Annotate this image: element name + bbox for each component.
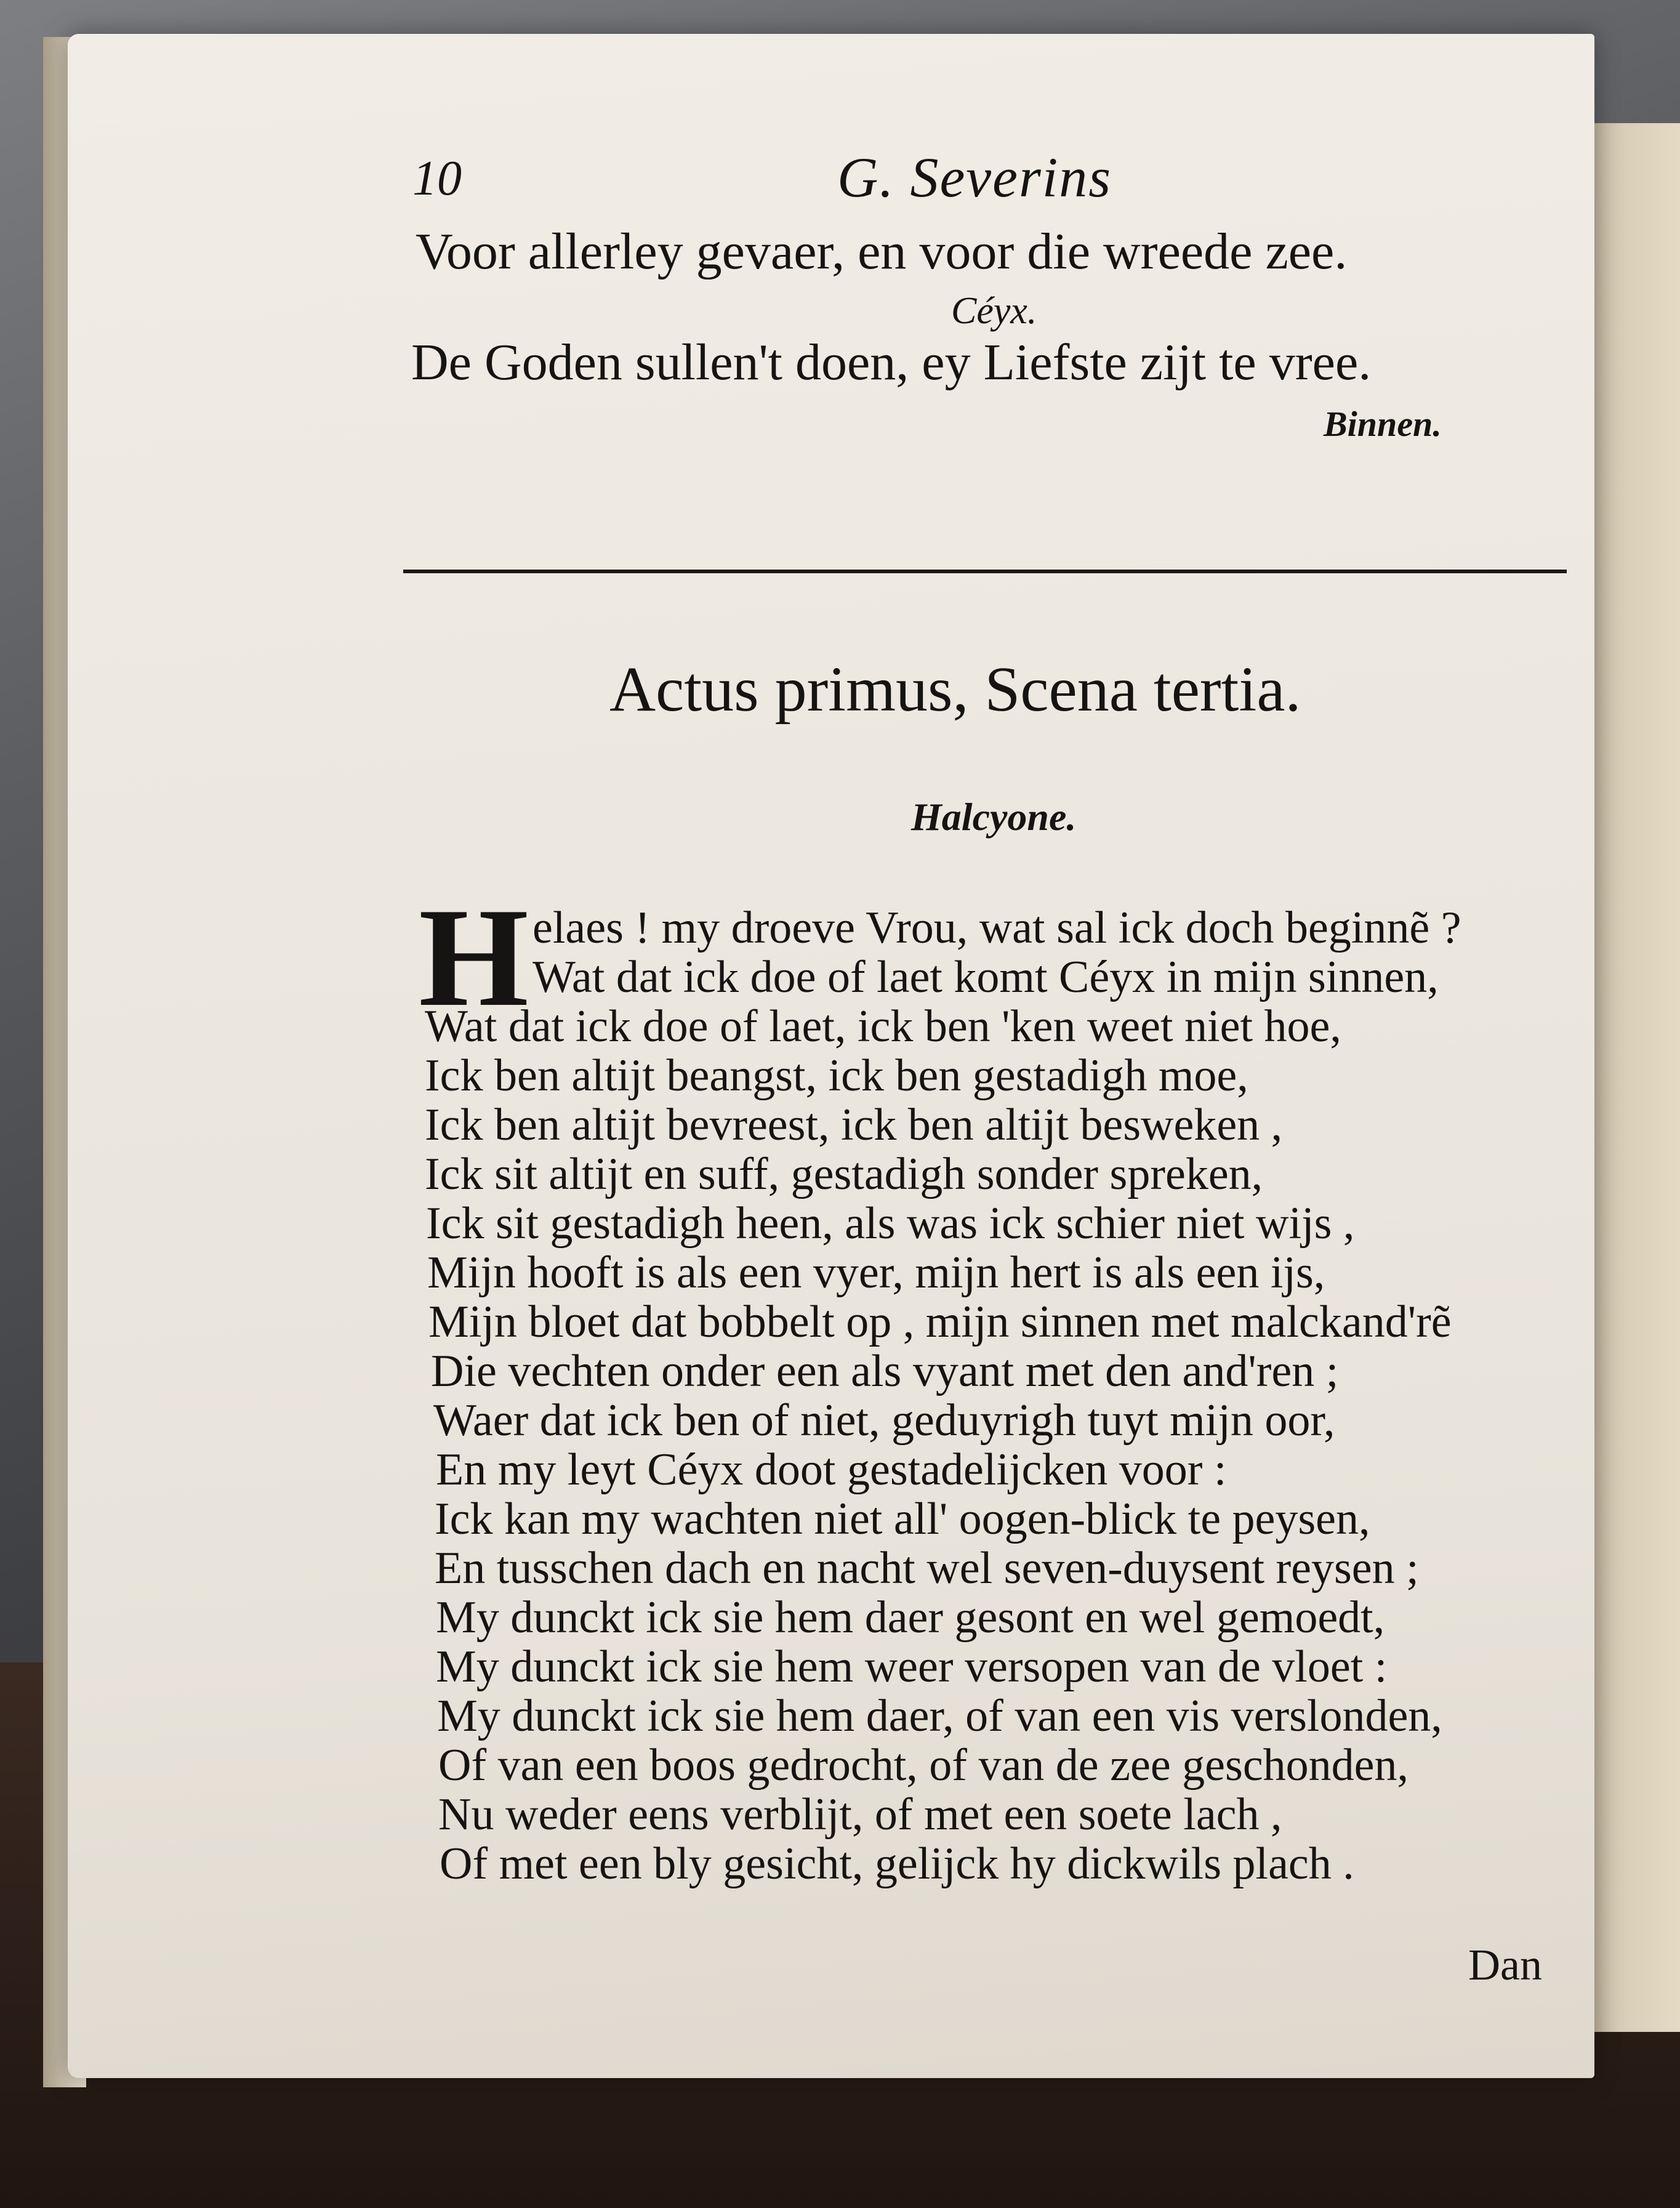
verse-line: Ick kan my wachten niet all' oogen-blick te peysen,: [435, 1494, 1370, 1544]
verse-line: Nu weder eens verblijt, of met een soete lach ,: [438, 1789, 1282, 1840]
verse-line: My dunckt ick sie hem weer versopen van de vloet :: [436, 1642, 1388, 1692]
verse-line: Ick ben altijt beangst, ick ben gestadigh moe,: [425, 1050, 1248, 1101]
scene-title: Actus primus, Scena tertia.: [609, 654, 1301, 725]
verse-line: Of van een boos gedrocht, of van de zee geschonden,: [438, 1740, 1409, 1791]
running-head: G. Severins: [837, 146, 1112, 209]
page-number: 10: [412, 151, 462, 206]
verse-line: Mijn hooft is als een vyer, mijn hert is als een ijs,: [427, 1247, 1325, 1298]
verse-line: Wat dat ick doe of laet komt Céyx in mijn sinnen,: [533, 952, 1439, 1002]
verse-line: Of met een bly gesicht, gelijck hy dickwils plach .: [440, 1839, 1354, 1889]
stage-direction: Binnen.: [1324, 404, 1442, 444]
verse-line: Ick ben altijt bevreest, ick ben altijt besweken ,: [425, 1100, 1283, 1150]
verse-line: Voor allerley gevaer, en voor die wreede zee.: [416, 223, 1348, 280]
verse-line: Ick sit gestadigh heen, als was ick schier niet wijs ,: [426, 1198, 1355, 1249]
verse-line: My dunckt ick sie hem daer gesont en wel gemoedt,: [436, 1592, 1385, 1643]
verse-line: Die vechten onder een als vyant met den and'ren ;: [431, 1346, 1339, 1396]
section-rule: [403, 570, 1567, 573]
catchword: Dan: [1468, 1940, 1542, 1989]
scene-speaker: Halcyone.: [911, 795, 1077, 839]
verse-line: elaes ! my droeve Vrou, wat sal ick doch beginnẽ ?: [533, 903, 1461, 953]
verse-line: Mijn bloet dat bobbelt op , mijn sinnen met malckand'rẽ: [428, 1297, 1452, 1347]
drop-cap: H: [419, 879, 529, 1036]
speaker-label: Céyx.: [951, 290, 1037, 332]
verse-line: My dunckt ick sie hem daer, of van een vis verslonden,: [437, 1691, 1442, 1741]
verse-line: De Goden sullen't doen, ey Liefste zijt te vree.: [411, 334, 1372, 391]
verse-line: En my leyt Céyx doot gestadelijcken voor :: [436, 1444, 1227, 1495]
verse-line: Waer dat ick ben of niet, geduyrigh tuyt mijn oor,: [433, 1395, 1335, 1446]
verse-line: En tusschen dach en nacht wel seven-duysent reysen ;: [435, 1543, 1419, 1594]
verse-line: Ick sit altijt en suff, gestadigh sonder spreken,: [425, 1149, 1263, 1199]
verse-line: Wat dat ick doe of laet, ick ben 'ken weet niet hoe,: [425, 1001, 1341, 1052]
